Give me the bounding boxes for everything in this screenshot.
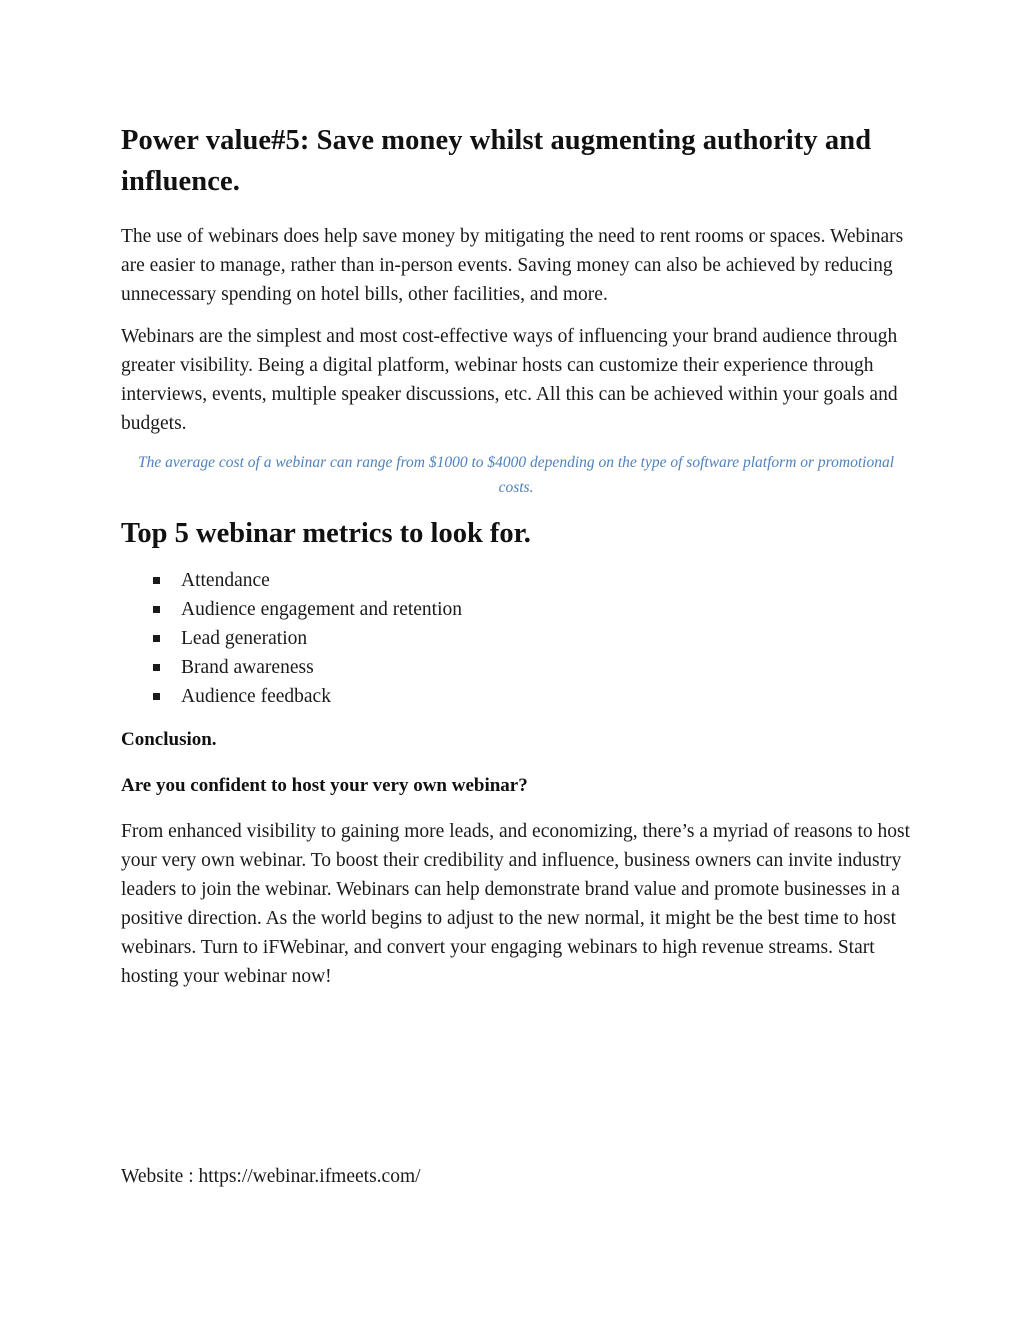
- paragraph-influence: Webinars are the simplest and most cost-effective ways of influencing your brand audience through greater visibility. Being a digital platform, webinar hosts can customize their experience through interviews, events, multiple speaker discussions, etc. All this can be achieved within your goals and budgets.: [121, 326, 898, 434]
- document-page: [121, 120, 911, 1004]
- section-heading-power-value: Power value#5: Save money whilst augmenting authority and influence.: [121, 125, 872, 197]
- section-heading-metrics: Top 5 webinar metrics to look for.: [121, 518, 531, 549]
- list-item-label: Audience feedback: [181, 686, 331, 707]
- list-item: [121, 595, 911, 624]
- conclusion-question: Are you confident to host your very own webinar?: [121, 775, 528, 796]
- square-bullet-icon: [153, 693, 160, 700]
- square-bullet-icon: [153, 606, 160, 613]
- list-item-label: Audience engagement and retention: [181, 599, 463, 620]
- website-link[interactable]: Website : https://webinar.ifmeets.com/: [121, 1166, 421, 1187]
- list-item-label: Lead generation: [181, 628, 308, 649]
- metrics-list: [121, 566, 911, 711]
- conclusion-paragraph: From enhanced visibility to gaining more leads, and economizing, there’s a myriad of reasons to host your very own webinar. To boost their credibility and influence, business owners can invite industry leaders to join the webinar. Webinars can help demonstrate brand value and promote businesses in a positive direction. As the world begins to adjust to the new normal, it might be the best time to host webinars. Turn to iFWebinar, and convert your engaging webinars to high revenue streams. Start hosting your webinar now!: [121, 821, 911, 987]
- list-item: [121, 653, 911, 682]
- conclusion-heading: Conclusion.: [121, 729, 217, 750]
- list-item-label: Brand awareness: [181, 657, 314, 678]
- square-bullet-icon: [153, 664, 160, 671]
- list-item: [121, 566, 911, 595]
- paragraph-save-money: The use of webinars does help save money by mitigating the need to rent rooms or spaces. Webinars are easier to manage, rather than in-person events. Saving money can also be achieved by reducing unnecessary spending on hotel bills, other facilities, and more.: [121, 226, 904, 305]
- list-item: [121, 682, 911, 711]
- cost-caption: The average cost of a webinar can range from $1000 to $4000 depending on the type of software platform or promotional costs.: [138, 454, 894, 496]
- list-item: [121, 624, 911, 653]
- list-item-label: Attendance: [181, 570, 270, 591]
- square-bullet-icon: [153, 635, 160, 642]
- square-bullet-icon: [153, 577, 160, 584]
